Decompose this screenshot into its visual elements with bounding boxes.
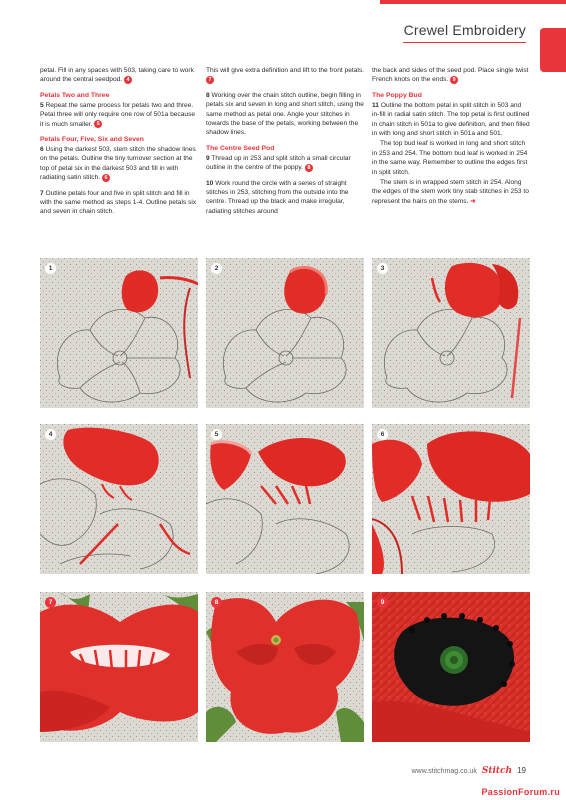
step-number: 10	[206, 179, 214, 187]
photo-step-number: 8	[211, 597, 222, 608]
step-number: 5	[40, 101, 44, 109]
page-edge-tab	[540, 28, 566, 72]
footer-url: www.stitchmag.co.uk	[411, 768, 477, 775]
paragraph	[206, 154, 364, 173]
text-column-2	[206, 66, 364, 222]
paragraph-text: The stem is in wrapped stem stitch in 254. Along the edges of the stem work tiny stab stitches in 253 to represent the hairs on the stems.	[372, 179, 529, 205]
photo-step-number: 1	[45, 263, 56, 274]
text-column-3	[372, 66, 530, 212]
subheading: The Poppy Bud	[372, 91, 422, 99]
paragraph-text: Outline the bottom petal in split stitch in 503 and in-fill in radial satin stitch. The top petal is first outlined in chain stitch in 501a to give definition, and then filled in with long and short stitch in 501a and 501.	[372, 101, 530, 138]
photo-step-number: 3	[377, 263, 388, 274]
paragraph-text: Outline petals four and five in split stitch and fill in with the same method as steps 1-4. Outline petals six and seven in chain stitch.	[40, 189, 197, 216]
photo-step-number: 7	[45, 597, 56, 608]
page-footer	[411, 766, 526, 776]
photo-step-number: 5	[211, 429, 222, 440]
page-number: 19	[517, 766, 526, 775]
paragraph-text: Work round the circle with a series of straight stitches in 253, stitching from the outside into the centre. Thread up the black and make irregular, radiating stitches around	[206, 179, 349, 215]
step-photo-5	[206, 424, 364, 574]
subheading: Petals Four, Five, Six and Seven	[40, 136, 144, 144]
subheading: Petals Two and Three	[40, 91, 110, 99]
footer-brand: Stitch	[481, 766, 513, 776]
paragraph	[40, 101, 198, 129]
watermark: PassionForum.ru	[481, 787, 560, 797]
step-photo-6	[372, 424, 530, 574]
step-photo-3	[372, 258, 530, 408]
step-photo-8	[206, 592, 364, 742]
paragraph: The top bud leaf is worked in long and short stitch in 253 and 254. The bottom bud leaf is worked in 254 in the same way. Remember to outline the edges first in split stitch.	[372, 140, 528, 176]
paragraph	[372, 178, 530, 206]
paragraph	[206, 179, 364, 217]
step-badge: 6	[102, 174, 110, 182]
paragraph	[206, 66, 364, 85]
step-badge: 9	[450, 76, 458, 84]
photo-step-number: 6	[377, 429, 388, 440]
step-photo-9	[372, 592, 530, 742]
paragraph-text: Repeat the same process for petals two and three. Petal three will only require one row of 501a because it is much smaller.	[40, 101, 196, 128]
step-number: 11	[372, 101, 379, 109]
step-badge: 4	[124, 76, 132, 84]
section-title-rule	[403, 42, 526, 43]
paragraph-text: This will give extra definition and lift to the front petals.	[206, 67, 364, 74]
paragraph-text: the back and sides of the seed pod. Place single twist French knots on the ends.	[372, 67, 529, 84]
paragraph	[40, 66, 198, 85]
paragraph	[40, 189, 198, 217]
step-badge: 5	[94, 120, 102, 128]
step-photo-2	[206, 258, 364, 408]
step-photo-7	[40, 592, 198, 742]
paragraph	[372, 101, 530, 139]
step-badge: 8	[305, 164, 313, 172]
subheading: The Centre Seed Pod	[206, 144, 275, 152]
section-title: Crewel Embroidery	[403, 22, 526, 38]
step-photo-4	[40, 424, 198, 574]
paragraph-text: Using the darkest 503, stem stitch the shadow lines on the petals. Outline the tiny turnover section at the top of petal six in the darkest 503 and fill in with radiating satin stitch.	[40, 146, 196, 182]
paragraph	[372, 66, 530, 85]
step-badge: 7	[206, 76, 214, 84]
step-number: 8	[206, 91, 210, 99]
step-photo-1	[40, 258, 198, 408]
step-number: 9	[206, 154, 210, 162]
photo-step-number: 4	[45, 429, 56, 440]
paragraph	[40, 145, 198, 183]
photo-step-number: 9	[377, 597, 388, 608]
paragraph	[206, 91, 364, 138]
paragraph-text: Thread up in 253 and split stitch a small circular outline in the centre of the poppy.	[206, 154, 351, 172]
photo-step-number: 2	[211, 263, 222, 274]
step-number: 7	[40, 189, 44, 197]
header-accent-bar	[380, 0, 566, 4]
continue-arrow-icon: ➜	[470, 197, 476, 205]
paragraph-text: petal. Fill in any spaces with 503, taking care to work around the central seedpod.	[40, 67, 194, 84]
step-number: 6	[40, 146, 44, 154]
text-column-1	[40, 66, 198, 223]
paragraph-text: Working over the chain stitch outline, begin filling in petals six and seven in long and short stitch, using the same method as petal one. Angle your stitches in towards the base of the petals, working between the shadow lines.	[206, 91, 364, 137]
